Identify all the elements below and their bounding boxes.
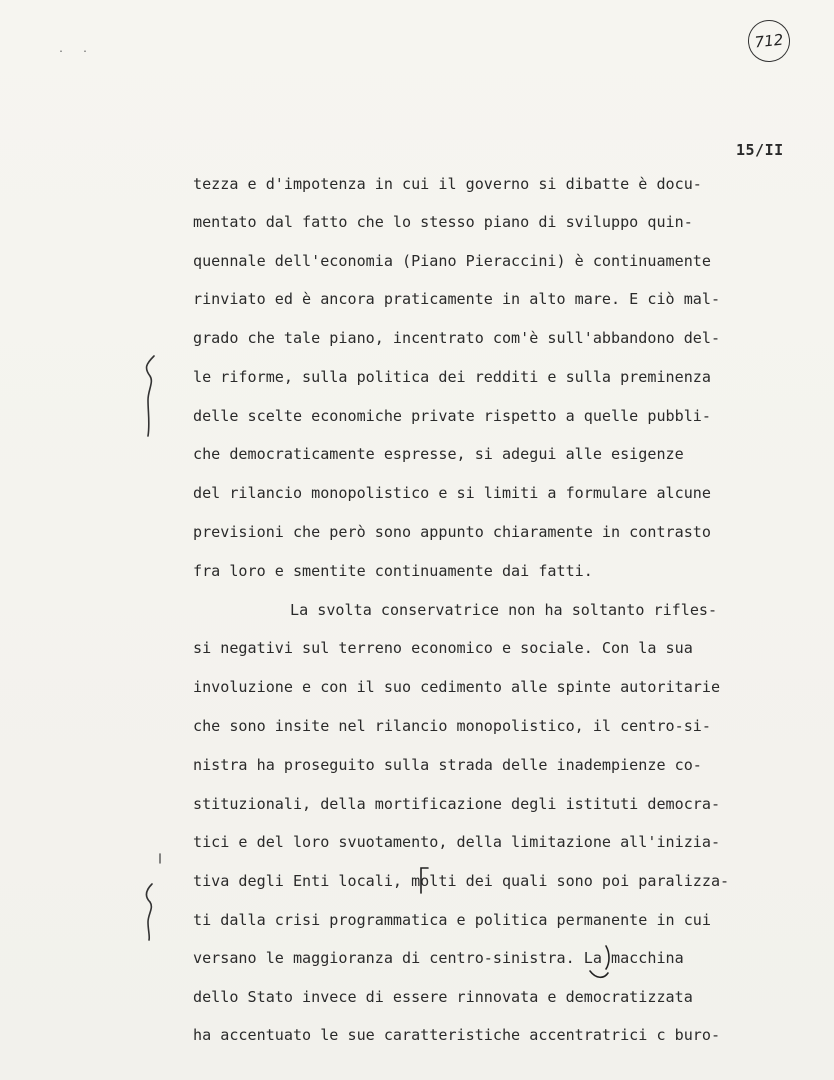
- text-line: tezza e d'impotenza in cui il governo si dibatte è docu-: [193, 175, 702, 193]
- text-line: involuzione e con il suo cedimento alle spinte autoritarie: [193, 678, 721, 696]
- text-line: le riforme, sulla politica dei redditi e sulla preminenza: [193, 368, 711, 386]
- margin-tick-mark: [155, 853, 165, 865]
- inline-close-bracket-mark: [586, 943, 614, 983]
- text-line: tici e del loro svuotamento, della limitazione all'inizia-: [193, 833, 721, 851]
- page-stamp: 712: [746, 18, 792, 64]
- margin-bracket-mark: [136, 350, 166, 440]
- text-line: delle scelte economiche private rispetto a quelle pubbli-: [193, 407, 711, 425]
- text-line: che democraticamente espresse, si adegui alle esigenze: [193, 445, 684, 463]
- text-line: si negativi sul terreno economico e sociale. Con la sua: [193, 639, 693, 657]
- text-line: grado che tale piano, incentrato com'è sull'abbandono del-: [193, 329, 721, 347]
- text-line: fra loro e smentite continuamente dai fatti.: [193, 562, 593, 580]
- text-line: versano le maggioranza di centro-sinistra. La macchina: [193, 949, 684, 967]
- text-line: ti dalla crisi programmatica e politica permanente in cui: [193, 911, 711, 929]
- text-line: stituzionali, della mortificazione degli istituti democra-: [193, 795, 721, 813]
- text-line: del rilancio monopolistico e si limiti a formulare alcune: [193, 484, 711, 502]
- text-line: nistra ha proseguito sulla strada delle inadempienze co-: [193, 756, 702, 774]
- paragraph-start-line: La svolta conservatrice non ha soltanto rifles-: [290, 601, 718, 619]
- text-line: dello Stato invece di essere rinnovata e democratizzata: [193, 988, 693, 1006]
- inline-open-bracket-mark: [416, 865, 430, 895]
- page-number: 15/II: [736, 141, 784, 159]
- text-line: previsioni che però sono appunto chiaramente in contrasto: [193, 523, 711, 541]
- text-line: rinviato ed è ancora praticamente in alto mare. E ciò mal-: [193, 290, 721, 308]
- text-line: quennale dell'economia (Piano Pieraccini) è continuamente: [193, 252, 711, 270]
- text-line: tiva degli Enti locali, molti dei quali sono poi paralizza-: [193, 872, 730, 890]
- margin-bracket-mark-2: [138, 880, 162, 942]
- text-line: mentato dal fatto che lo stesso piano di sviluppo quin-: [193, 213, 693, 231]
- margin-dots: . .: [58, 44, 95, 55]
- text-line: ha accentuato le sue caratteristiche accentratrici c buro-: [193, 1026, 721, 1044]
- text-line: che sono insite nel rilancio monopolistico, il centro-si-: [193, 717, 711, 735]
